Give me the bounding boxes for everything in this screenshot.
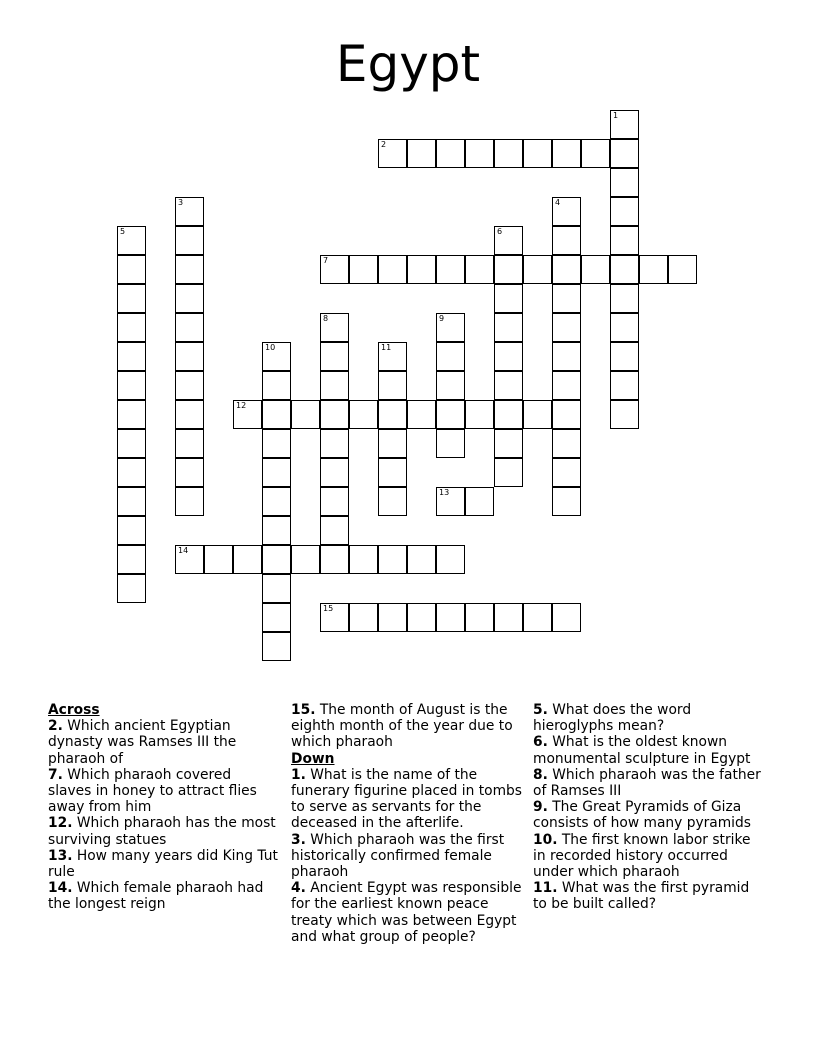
grid-cell (378, 545, 407, 574)
clue-across-12 (48, 815, 278, 847)
grid-cell (610, 255, 639, 284)
grid-cell (262, 487, 291, 516)
grid-cell (262, 632, 291, 661)
grid-cell (262, 458, 291, 487)
grid-cell (436, 603, 465, 632)
grid-cell (204, 545, 233, 574)
grid-cell (378, 342, 407, 371)
grid-cell (291, 400, 320, 429)
clue-number-label: 4 (555, 198, 561, 207)
grid-cell (552, 255, 581, 284)
clue-text: What is the oldest known monumental sculpture in Egypt (533, 734, 751, 767)
grid-cell (610, 197, 639, 226)
grid-cell (436, 545, 465, 574)
grid-cell (262, 400, 291, 429)
grid-cell (494, 371, 523, 400)
grid-cell (117, 313, 146, 342)
grid-cell (407, 603, 436, 632)
grid-cell (320, 371, 349, 400)
grid-cell (349, 545, 378, 574)
clue-column-2 (291, 702, 523, 945)
clue-text: The month of August is the eighth month of the year due to which pharaoh (291, 702, 513, 751)
clue-number-label: 11 (381, 343, 392, 352)
grid-cell (262, 574, 291, 603)
grid-cell (175, 313, 204, 342)
clue-number-label: 12 (236, 401, 247, 410)
grid-cell (175, 545, 204, 574)
clue-text: What is the name of the funerary figurine placed in tombs to serve as servants for the deceased in the afterlife. (291, 766, 522, 832)
grid-cell (175, 400, 204, 429)
grid-cell (494, 429, 523, 458)
grid-cell (262, 603, 291, 632)
clue-number-label: 6 (497, 227, 503, 236)
grid-cell (117, 342, 146, 371)
grid-cell (465, 603, 494, 632)
clue-down-6 (533, 734, 765, 766)
grid-cell (523, 603, 552, 632)
clue-number: 8. (533, 766, 548, 783)
clue-number: 12. (48, 815, 73, 832)
clue-down-11 (533, 880, 765, 912)
clue-text: What was the first pyramid to be built called? (533, 880, 750, 913)
grid-cell (320, 458, 349, 487)
grid-cell (552, 313, 581, 342)
grid-cell (175, 226, 204, 255)
grid-cell (407, 255, 436, 284)
grid-cell (610, 226, 639, 255)
grid-cell (378, 371, 407, 400)
clue-number-label: 13 (439, 488, 450, 497)
clue-text: The Great Pyramids of Giza consists of how many pyramids (533, 799, 751, 832)
clue-number: 7. (48, 766, 63, 783)
grid-cell (233, 400, 262, 429)
clue-down-5 (533, 702, 765, 734)
grid-cell (175, 458, 204, 487)
clue-number: 13. (48, 847, 73, 864)
grid-cell (552, 429, 581, 458)
grid-cell (436, 429, 465, 458)
grid-cell (494, 139, 523, 168)
clue-text: Which pharaoh was the first historically confirmed female pharaoh (291, 831, 505, 881)
grid-cell (610, 139, 639, 168)
clue-down-1 (291, 767, 523, 832)
grid-cell (610, 168, 639, 197)
clue-number: 1. (291, 766, 306, 783)
clue-number-label: 5 (120, 227, 126, 236)
grid-cell (552, 342, 581, 371)
clue-number-label: 8 (323, 314, 329, 323)
clue-number: 9. (533, 799, 548, 816)
grid-cell (552, 371, 581, 400)
grid-cell (610, 313, 639, 342)
clue-number: 5. (533, 702, 548, 718)
grid-cell (436, 487, 465, 516)
grid-cell (117, 226, 146, 255)
clue-number-label: 3 (178, 198, 184, 207)
grid-cell (552, 487, 581, 516)
grid-cell (320, 313, 349, 342)
grid-cell (436, 255, 465, 284)
grid-cell (436, 371, 465, 400)
grid-cell (494, 255, 523, 284)
clue-number-label: 15 (323, 604, 334, 613)
grid-cell (349, 400, 378, 429)
grid-cell (378, 139, 407, 168)
grid-cell (407, 545, 436, 574)
clue-text: Which female pharaoh had the longest reign (48, 880, 264, 913)
grid-cell (523, 255, 552, 284)
grid-cell (407, 139, 436, 168)
grid-cell (175, 429, 204, 458)
grid-cell (262, 516, 291, 545)
grid-cell (320, 342, 349, 371)
grid-cell (494, 313, 523, 342)
grid-cell (175, 284, 204, 313)
clue-text: Which pharaoh covered slaves in honey to attract flies away from him (48, 766, 257, 816)
grid-cell (175, 255, 204, 284)
grid-cell (378, 429, 407, 458)
grid-cell (175, 371, 204, 400)
down-heading: Down (291, 750, 335, 767)
grid-cell (262, 371, 291, 400)
clue-down-8 (533, 767, 765, 799)
grid-cell (407, 400, 436, 429)
grid-cell (262, 545, 291, 574)
grid-cell (494, 458, 523, 487)
grid-cell (117, 574, 146, 603)
clue-number: 14. (48, 880, 73, 897)
grid-cell (378, 487, 407, 516)
clue-number: 11. (533, 880, 558, 897)
grid-cell (175, 342, 204, 371)
clue-text: Which pharaoh has the most surviving statues (48, 815, 276, 848)
clue-down-9 (533, 799, 765, 831)
clue-text: Which ancient Egyptian dynasty was Ramses III the pharaoh of (48, 718, 237, 767)
clue-number-label: 10 (265, 343, 276, 352)
grid-cell (610, 371, 639, 400)
clue-number: 2. (48, 718, 63, 735)
across-heading: Across (48, 702, 100, 718)
grid-cell (552, 197, 581, 226)
grid-cell (552, 458, 581, 487)
grid-cell (494, 603, 523, 632)
clue-number-label: 1 (613, 111, 619, 120)
clue-number-label: 14 (178, 546, 189, 555)
clue-text: Ancient Egypt was responsible for the earliest known peace treaty which was between Egypt and what group of people? (291, 880, 522, 945)
clue-across-15 (291, 702, 523, 751)
grid-cell (436, 313, 465, 342)
clue-down-3 (291, 832, 523, 881)
clue-number: 15. (291, 702, 316, 718)
grid-cell (436, 400, 465, 429)
clue-across-14 (48, 880, 278, 912)
clue-number: 3. (291, 831, 306, 848)
grid-cell (494, 226, 523, 255)
grid-cell (552, 284, 581, 313)
grid-cell (320, 400, 349, 429)
grid-cell (378, 603, 407, 632)
grid-cell (610, 110, 639, 139)
grid-cell (494, 284, 523, 313)
grid-cell (523, 400, 552, 429)
grid-cell (378, 400, 407, 429)
grid-cell (117, 545, 146, 574)
clue-across-13 (48, 848, 278, 880)
clue-text: How many years did King Tut rule (48, 847, 278, 881)
grid-cell (117, 400, 146, 429)
grid-cell (291, 545, 320, 574)
grid-cell (117, 458, 146, 487)
grid-cell (378, 458, 407, 487)
clue-number-label: 7 (323, 256, 329, 265)
grid-cell (117, 371, 146, 400)
clue-across-7 (48, 767, 278, 816)
grid-cell (378, 255, 407, 284)
grid-cell (465, 487, 494, 516)
clue-down-4 (291, 880, 523, 945)
clue-number-label: 2 (381, 140, 387, 149)
grid-cell (494, 342, 523, 371)
grid-cell (320, 429, 349, 458)
clue-number: 10. (533, 831, 558, 848)
grid-cell (552, 139, 581, 168)
grid-cell (552, 400, 581, 429)
grid-cell (320, 603, 349, 632)
grid-cell (117, 284, 146, 313)
grid-cell (436, 139, 465, 168)
grid-cell (523, 139, 552, 168)
grid-cell (117, 516, 146, 545)
grid-cell (320, 516, 349, 545)
grid-cell (320, 545, 349, 574)
clue-text: Which pharaoh was the father of Ramses III (533, 766, 761, 800)
grid-cell (233, 545, 262, 574)
grid-cell (262, 342, 291, 371)
grid-cell (639, 255, 668, 284)
grid-cell (552, 603, 581, 632)
grid-cell (117, 255, 146, 284)
clue-number: 4. (291, 880, 306, 897)
grid-cell (465, 139, 494, 168)
grid-cell (610, 400, 639, 429)
grid-cell (117, 487, 146, 516)
clue-text: What does the word hieroglyphs mean? (533, 702, 692, 735)
clue-across-2 (48, 718, 278, 767)
grid-cell (320, 487, 349, 516)
clue-down-10 (533, 832, 765, 881)
grid-cell (581, 255, 610, 284)
grid-cell (349, 603, 378, 632)
grid-cell (465, 400, 494, 429)
grid-cell (494, 400, 523, 429)
page-title: Egypt (335, 35, 481, 93)
grid-cell (320, 255, 349, 284)
grid-cell (175, 197, 204, 226)
clue-column-1 (48, 702, 278, 913)
grid-cell (668, 255, 697, 284)
clue-text: The first known labor strike in recorded history occurred under which pharaoh (533, 831, 751, 881)
grid-cell (436, 342, 465, 371)
grid-cell (581, 139, 610, 168)
clue-column-3 (533, 702, 765, 913)
grid-cell (175, 487, 204, 516)
clue-number-label: 9 (439, 314, 445, 323)
grid-cell (117, 429, 146, 458)
clue-number: 6. (533, 734, 548, 751)
grid-cell (610, 284, 639, 313)
grid-cell (465, 255, 494, 284)
grid-cell (610, 342, 639, 371)
grid-cell (349, 255, 378, 284)
grid-cell (552, 226, 581, 255)
grid-cell (262, 429, 291, 458)
